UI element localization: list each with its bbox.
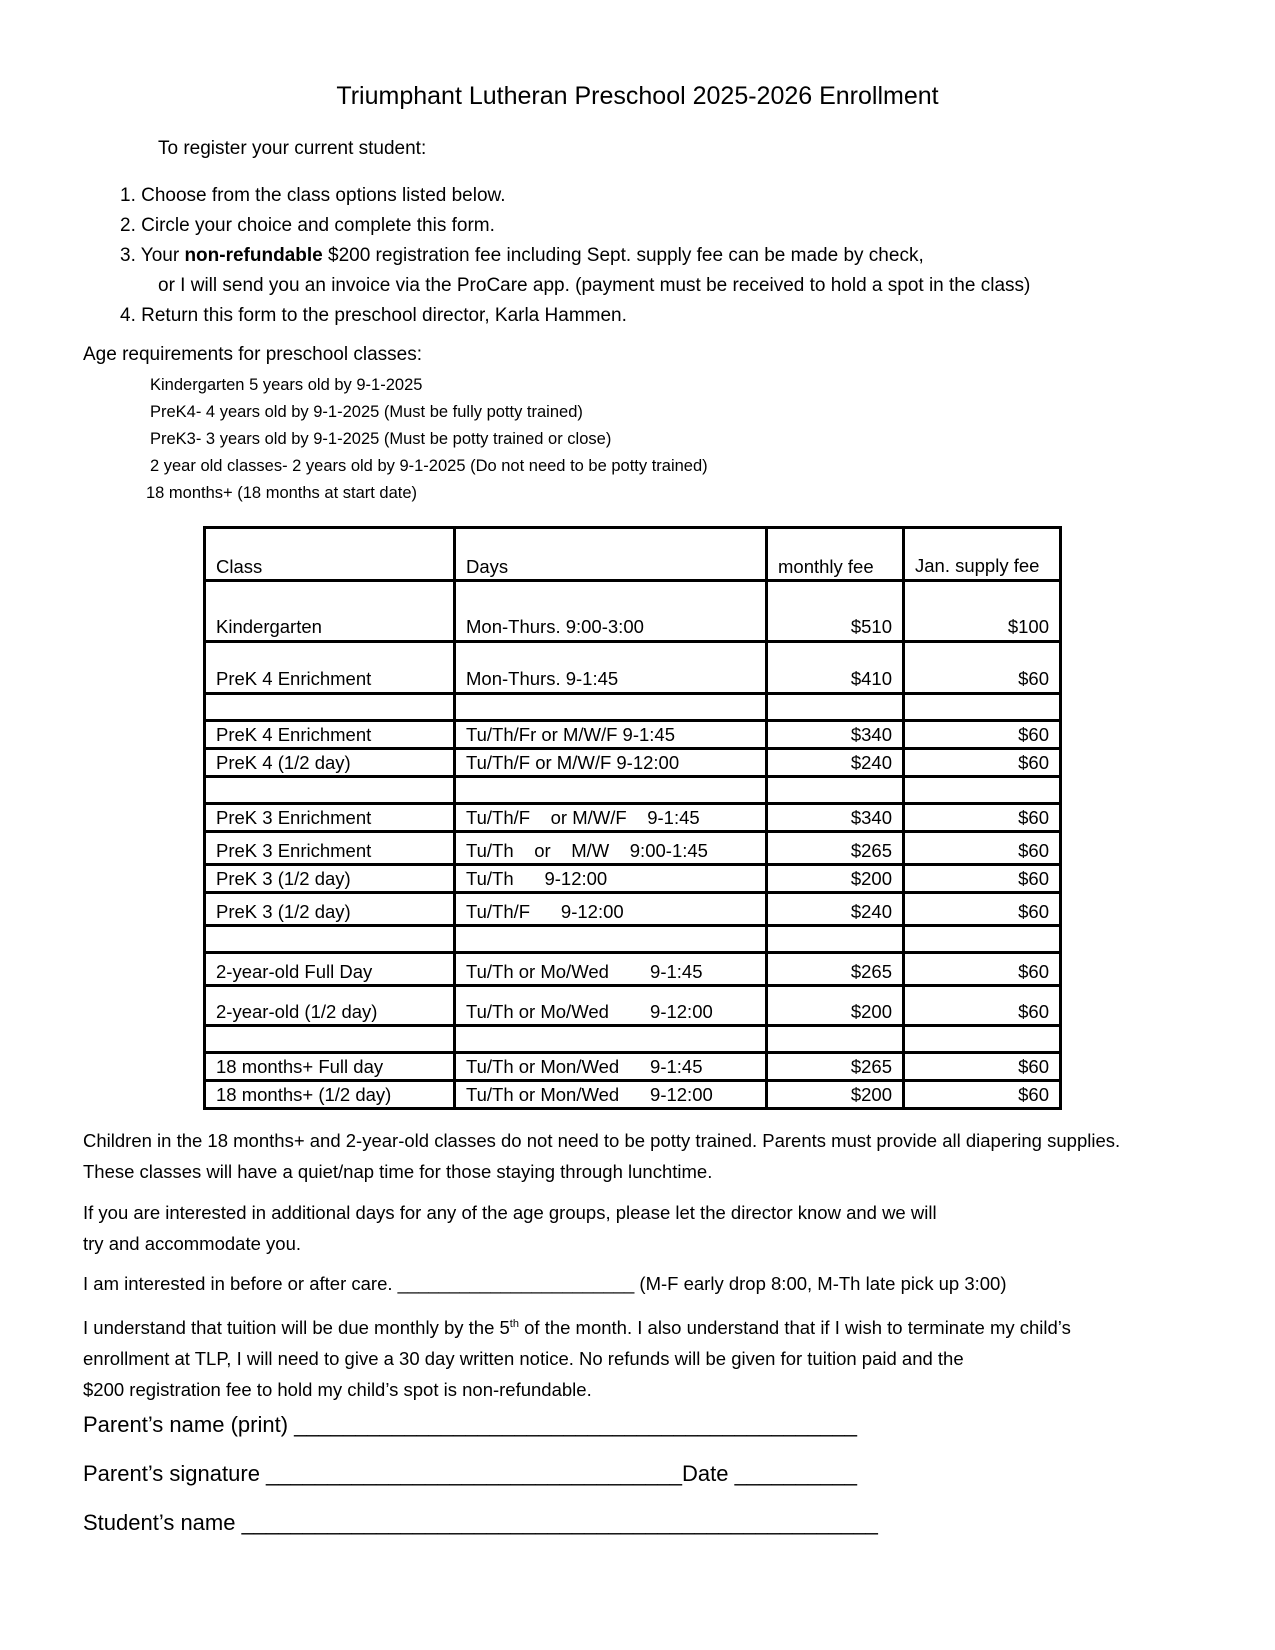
table-row (205, 1053, 1061, 1081)
table-spacer-row (205, 926, 1061, 953)
potty-note-line-2: These classes will have a quiet/nap time for those staying through lunchtime. (83, 1161, 713, 1182)
intro-text: To register your current student: (158, 138, 427, 159)
cell-class: 18 months+ (1/2 day) (205, 1081, 455, 1109)
parent-signature-field[interactable]: Parent’s signature __________________________________Date __________ (83, 1461, 857, 1486)
cell-days: Tu/Th or Mon/Wed 9-12:00 (455, 1081, 767, 1109)
step-4: 4. Return this form to the preschool director, Karla Hammen. (120, 305, 627, 326)
cell-supply-fee: $60 (904, 721, 1061, 749)
cell-days: Tu/Th 9-12:00 (455, 865, 767, 893)
cell-supply-fee: $60 (904, 804, 1061, 832)
tuition-line-1 (83, 1312, 1071, 1343)
header-supply-fee: Jan. supply fee (904, 528, 1061, 581)
table-row (205, 1081, 1061, 1109)
table-spacer-row (205, 777, 1061, 804)
cell-monthly-fee: $340 (767, 804, 904, 832)
step-3-continued: or I will send you an invoice via the ProCare app. (payment must be received to hold a spot in the class) (158, 275, 1031, 296)
cell-monthly-fee: $265 (767, 1053, 904, 1081)
cell-class: 2-year-old Full Day (205, 953, 455, 986)
cell-monthly-fee: $265 (767, 832, 904, 865)
cell-monthly-fee: $410 (767, 642, 904, 694)
cell-class: PreK 3 (1/2 day) (205, 865, 455, 893)
cell-class: 2-year-old (1/2 day) (205, 986, 455, 1026)
potty-training-note (83, 1125, 1120, 1187)
cell-monthly-fee: $240 (767, 893, 904, 926)
table-row (205, 721, 1061, 749)
page-title: Triumphant Lutheran Preschool 2025-2026 Enrollment (336, 82, 939, 110)
cell-supply-fee: $60 (904, 953, 1061, 986)
header-class: Class (205, 528, 455, 581)
parent-name-field[interactable]: Parent’s name (print) ______________________________________________ (83, 1412, 857, 1437)
cell-monthly-fee: $200 (767, 1081, 904, 1109)
table-row (205, 581, 1061, 642)
cell-days: Tu/Th or Mo/Wed 9-1:45 (455, 953, 767, 986)
cell-supply-fee: $60 (904, 832, 1061, 865)
cell-class: PreK 4 (1/2 day) (205, 749, 455, 777)
cell-days: Tu/Th or Mon/Wed 9-1:45 (455, 1053, 767, 1081)
cell-monthly-fee: $200 (767, 986, 904, 1026)
before-after-care-line[interactable]: I am interested in before or after care. _______________________ (M-F early drop 8:00, M-Th late pick up 3:00) (83, 1273, 1007, 1294)
cell-days: Tu/Th/F or M/W/F 9-1:45 (455, 804, 767, 832)
table-header-row (205, 528, 1061, 581)
table-row (205, 986, 1061, 1026)
additional-days-note (83, 1197, 937, 1259)
tuition-agreement (83, 1312, 1071, 1405)
age-item-prek3: PreK3- 3 years old by 9-1-2025 (Must be potty trained or close) (150, 430, 612, 448)
cell-supply-fee: $60 (904, 986, 1061, 1026)
cell-supply-fee: $60 (904, 893, 1061, 926)
age-item-18-months: 18 months+ (18 months at start date) (146, 484, 418, 502)
cell-days: Tu/Th or Mo/Wed 9-12:00 (455, 986, 767, 1026)
header-days: Days (455, 528, 767, 581)
tuition-line-2: enrollment at TLP, I will need to give a 30 day written notice. No refunds will be given for tuition paid and the (83, 1348, 964, 1369)
cell-days: Tu/Th/Fr or M/W/F 9-1:45 (455, 721, 767, 749)
cell-days: Tu/Th/F 9-12:00 (455, 893, 767, 926)
cell-supply-fee: $60 (904, 749, 1061, 777)
table-row (205, 749, 1061, 777)
potty-note-line-1: Children in the 18 months+ and 2-year-old classes do not need to be potty trained. Parents must provide all diapering supplies. (83, 1130, 1121, 1151)
table-row (205, 832, 1061, 865)
cell-monthly-fee: $510 (767, 581, 904, 642)
age-requirements-list (146, 372, 708, 507)
student-name-field[interactable]: Student’s name ____________________________________________________ (83, 1510, 878, 1535)
tuition-line-1-suffix: of the month. I also understand that if I wish to terminate my child’s (518, 1317, 1071, 1338)
age-item-2-year-old: 2 year old classes- 2 years old by 9-1-2025 (Do not need to be potty trained) (150, 457, 708, 475)
cell-days: Tu/Th/F or M/W/F 9-12:00 (455, 749, 767, 777)
cell-supply-fee: $60 (904, 865, 1061, 893)
cell-class: PreK 4 Enrichment (205, 721, 455, 749)
additional-days-line-2: try and accommodate you. (83, 1233, 301, 1254)
cell-days: Mon-Thurs. 9:00-3:00 (455, 581, 767, 642)
cell-class: Kindergarten (205, 581, 455, 642)
cell-supply-fee: $100 (904, 581, 1061, 642)
class-fee-table (203, 526, 1062, 1110)
cell-class: 18 months+ Full day (205, 1053, 455, 1081)
table-row (205, 953, 1061, 986)
step-1: 1. Choose from the class options listed below. (120, 185, 506, 206)
instruction-steps (120, 181, 1030, 331)
table-row (205, 893, 1061, 926)
table-spacer-row (205, 694, 1061, 721)
cell-class: PreK 3 (1/2 day) (205, 893, 455, 926)
cell-monthly-fee: $200 (767, 865, 904, 893)
cell-supply-fee: $60 (904, 642, 1061, 694)
table-row (205, 642, 1061, 694)
cell-monthly-fee: $340 (767, 721, 904, 749)
tuition-line-1-prefix: I understand that tuition will be due monthly by the 5 (83, 1317, 510, 1338)
cell-monthly-fee: $265 (767, 953, 904, 986)
cell-class: PreK 3 Enrichment (205, 832, 455, 865)
age-requirements-heading: Age requirements for preschool classes: (83, 344, 422, 365)
step-3 (120, 241, 1030, 271)
table-row (205, 865, 1061, 893)
step-2: 2. Circle your choice and complete this form. (120, 215, 495, 236)
step-3-suffix: $200 registration fee including Sept. supply fee can be made by check, (322, 245, 924, 266)
header-monthly-fee: monthly fee (767, 528, 904, 581)
table-row (205, 804, 1061, 832)
tuition-line-3: $200 registration fee to hold my child’s spot is non-refundable. (83, 1379, 592, 1400)
age-item-kindergarten: Kindergarten 5 years old by 9-1-2025 (150, 376, 423, 394)
table-spacer-row (205, 1026, 1061, 1053)
cell-days: Mon-Thurs. 9-1:45 (455, 642, 767, 694)
step-3-bold: non-refundable (184, 245, 323, 266)
cell-class: PreK 4 Enrichment (205, 642, 455, 694)
cell-supply-fee: $60 (904, 1053, 1061, 1081)
ordinal-superscript: th (509, 1317, 519, 1330)
cell-days: Tu/Th or M/W 9:00-1:45 (455, 832, 767, 865)
cell-supply-fee: $60 (904, 1081, 1061, 1109)
age-item-prek4: PreK4- 4 years old by 9-1-2025 (Must be fully potty trained) (150, 403, 583, 421)
additional-days-line-1: If you are interested in additional days for any of the age groups, please let the director know and we will (83, 1202, 937, 1223)
step-3-prefix: 3. Your (120, 245, 185, 266)
cell-monthly-fee: $240 (767, 749, 904, 777)
cell-class: PreK 3 Enrichment (205, 804, 455, 832)
